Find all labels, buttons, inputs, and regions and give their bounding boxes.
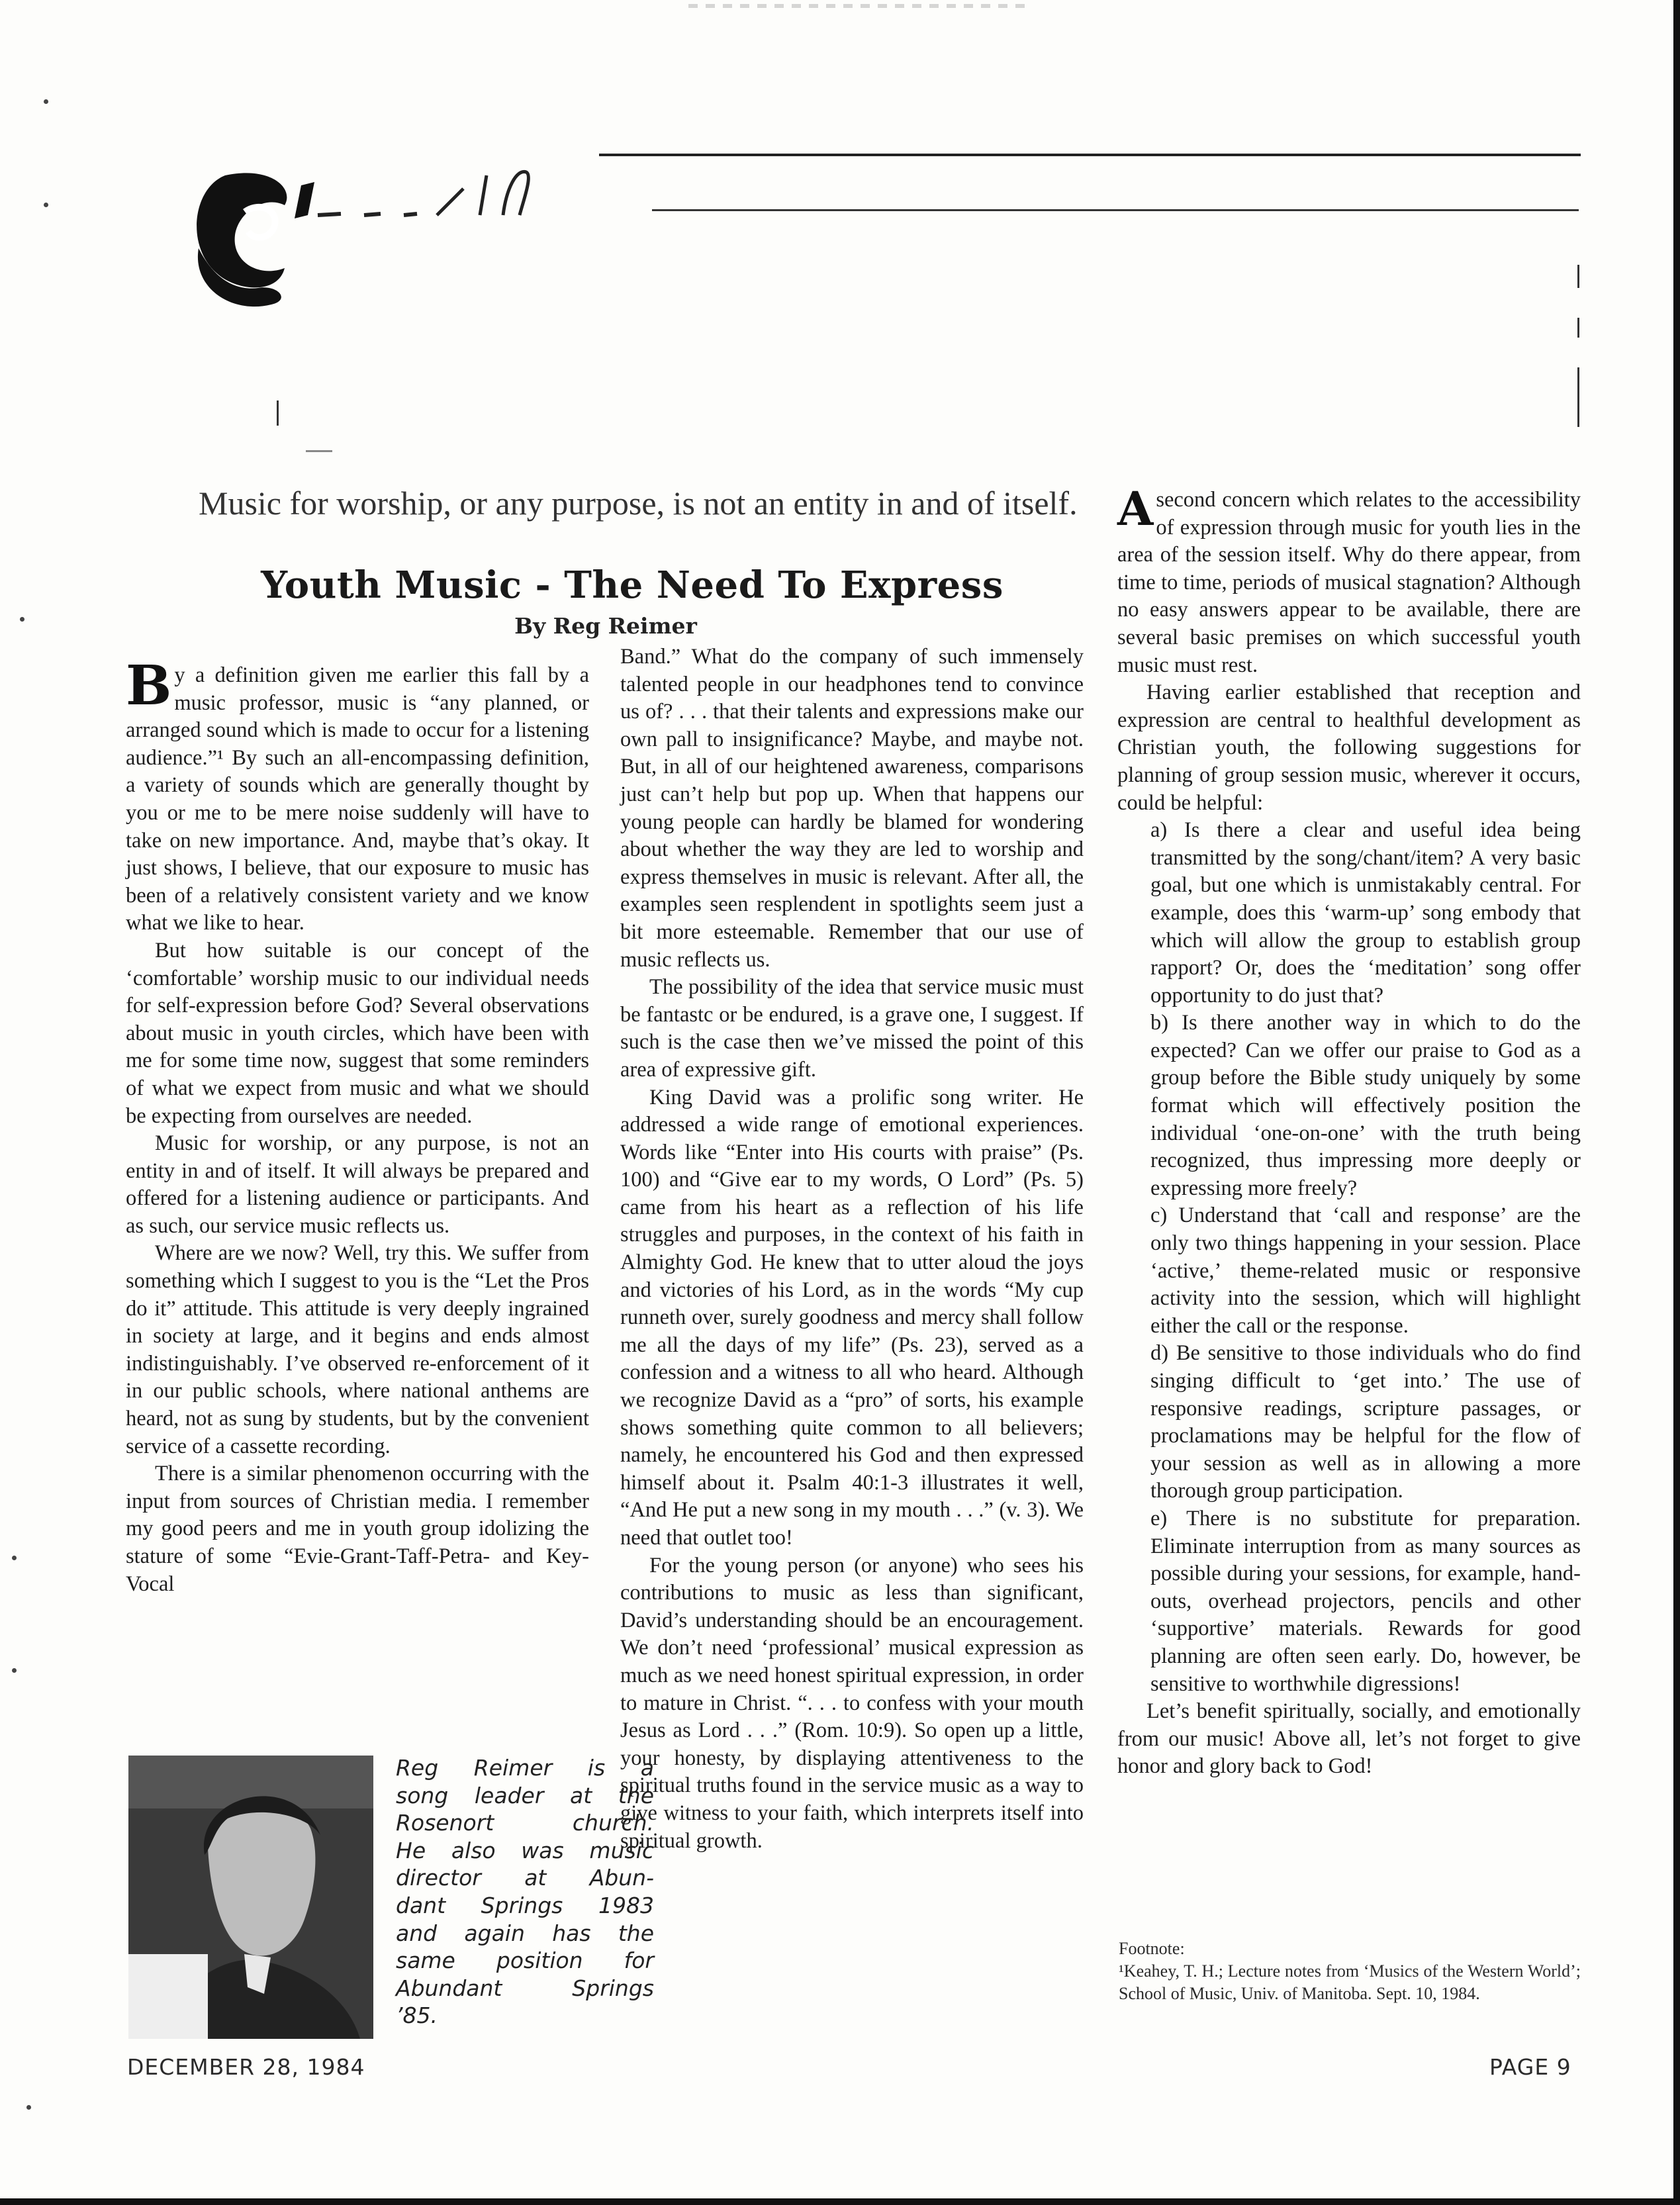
header-rule-top — [599, 154, 1581, 156]
paragraph: Let’s benefit spiritually, socially, and emotionally from our music! Above all, let’s not forget to give honor and glory back to God! — [1117, 1699, 1581, 1779]
list-item: b) Is there another way in which to do the expected? Can we offer our praise to God as a group before the Bible study uniquely by some format which will effectively position the individual ‘one-on-one’ with the truth being recognized, thus impressing more deeply or expressing more freely? — [1150, 1011, 1581, 1200]
header-rule-vertical — [1577, 265, 1579, 288]
paragraph: Having earlier established that reception and expression are central to healthful development as Christian youth, the following suggestions for planning of group session music, wherever it occurs, could be helpful: — [1117, 680, 1581, 815]
caption-line: director at Abun- — [396, 1865, 654, 1891]
scan-edge-bottom — [0, 2198, 1680, 2205]
header-rule-vertical — [277, 400, 279, 426]
list-item: e) There is no substitute for preparation. Eliminate interruption from as many sources as possible during your sessions, for example, hand-outs, overhead projectors, pencils and other ‘supportive’ materials. Rewards for good planning are often seen early. Do, however, be sensitive to worthwhile digressions! — [1150, 1506, 1581, 1696]
caption-line: ’85. — [396, 2002, 438, 2029]
footer-date: DECEMBER 28, 1984 — [127, 2054, 365, 2080]
paragraph — [126, 654, 589, 937]
article-column-1 — [126, 654, 589, 1598]
header-rule-second — [652, 209, 1579, 211]
scan-edge-right — [1673, 0, 1680, 2205]
page-number: PAGE 9 — [1489, 2054, 1571, 2080]
paragraph: But how suitable is our concept of the ‘comfortable’ worship music to our individual needs for self-expression before God? Several observations about music in youth circles, which have been with me for some time now, suggest that some reminders of what we expect from music and what we should be expecting from ourselves are needed. — [126, 938, 589, 1128]
drop-cap: A — [1117, 481, 1154, 536]
article-byline: By Reg Reimer — [514, 613, 697, 639]
footnote-label: Footnote: — [1119, 1939, 1185, 1958]
author-bio-caption — [396, 1754, 654, 2030]
author-photo — [128, 1756, 373, 2039]
scan-speck — [44, 203, 48, 207]
paragraph-text: y a definition given me earlier this fall by a music professor, music is “any planned, or arranged sound which is made to occur for a listening audience.”¹ By such an all-encompassing definition, a variety of sounds which are generally thought by you or me to be mere noise suddenly will have to take on new importance. And, maybe that’s okay. It just shows, I believe, that our exposure to music has been of a relatively consistent variety and we know what we like to hear. — [126, 663, 589, 935]
header-rule-short — [306, 450, 332, 452]
caption-line: Reg Reimer is a — [396, 1755, 654, 1781]
paragraph: There is a similar phenomenon occurring with the input from sources of Christian media. I remember my good peers and me in youth group idolizing the stature of some “Evie-Grant-Taff-Petra- and Key-Vocal — [126, 1462, 589, 1596]
header-ornament-icon — [179, 149, 629, 321]
author-portrait-icon — [128, 1756, 373, 2039]
scan-speck — [44, 99, 48, 104]
scan-speck — [20, 617, 24, 622]
caption-line: song leader at the — [396, 1782, 654, 1808]
paragraph: Music for worship, or any purpose, is not an entity in and of itself. It will always be prepared and offered for a listening audience or participants. And as such, our service music reflects us. — [126, 1131, 589, 1238]
scan-edge-top — [688, 4, 1033, 8]
paragraph: The possibility of the idea that service music must be fantastc or be endured, is a grave one, I suggest. If such is the case then we’ve missed the point of this area of expressive gift. — [620, 975, 1084, 1082]
footnote-text: ¹Keahey, T. H.; Lecture notes from ‘Musics of the Western World’; School of Music, Univ. of Manitoba. Sept. 10, 1984. — [1119, 1961, 1581, 2003]
paragraph — [1117, 481, 1581, 679]
article-title: Youth Music - The Need To Express — [261, 563, 1003, 607]
list-item: d) Be sensitive to those individuals who do find singing difficult to ‘get into.’ The use of responsive readings, scripture passages, or proclamations may be helpful for the flow of your session as well as in allowing a more thorough group participation. — [1150, 1341, 1581, 1503]
paragraph: King David was a prolific song writer. He addressed a wide range of emotional experiences. Words like “Enter into His courts with praise” (Ps. 100) and “Give ear to my words, O Lord” (Ps. 5) came from his heart as a reflection of his life struggles and purposes, in the context of his faith in Almighty God. He knew that to utter aloud the joys and victories of his Lord, as in the words “My cup runneth over, surely goodness and mercy shall follow me all the days of my life” (Ps. 23), served as a confession and a witness to all who heard. Although we recognize David as a “pro” of sorts, his example shows something quite common to all believers; namely, he encountered his God and then expressed himself about it. Psalm 40:1-3 illustrates it well, “And He put a new song in my mouth . . .” (v. 3). We need that outlet too! — [620, 1085, 1084, 1550]
footnote — [1119, 1938, 1581, 2005]
caption-line: and again has the — [396, 1920, 654, 1946]
pull-quote: Music for worship, or any purpose, is not an entity in and of itself. — [199, 485, 1078, 522]
caption-line: same position for — [396, 1947, 654, 1974]
scan-speck — [12, 1668, 17, 1673]
scan-speck — [26, 2105, 31, 2110]
list-item: a) Is there a clear and useful idea being transmitted by the song/chant/item? A very basic goal, but one which is unmistakably central. For example, does this ‘warm-up’ song embody that which will allow the group to establish group rapport? Or, does the ‘meditation’ song offer opportunity to do just that? — [1150, 818, 1581, 1008]
paragraph: Band.” What do the company of such immensely talented people in our headphones tend to convince us of? . . . that their talents and expressions make our own pall to insignificance? Maybe, and maybe not. But, in all of our heightened awareness, comparisons just can’t help but pop up. When that happens our young people can hardly be blamed for wondering about whether the way they are led to worship and express themselves in music is relevant. After all, the examples seen resplendent in spotlights seem just a bit more esteemable. Remember that our use of music reflects us. — [620, 645, 1084, 972]
article-column-3 — [1117, 481, 1581, 1781]
caption-line: dant Springs 1983 — [396, 1892, 654, 1918]
scan-speck — [12, 1556, 17, 1560]
caption-line: Abundant Springs — [396, 1975, 654, 2001]
header-rule-vertical — [1577, 367, 1579, 427]
article-column-2 — [620, 643, 1084, 1855]
drop-cap: B — [126, 654, 172, 718]
caption-line: He also was music — [396, 1837, 654, 1863]
header-rule-vertical — [1577, 318, 1579, 338]
list-item: c) Understand that ‘call and response’ are the only two things happening in your session. Place ‘active,’ theme-related music or responsive activity into the session, which will highlight either the call or the response. — [1150, 1203, 1581, 1338]
paragraph: For the young person (or anyone) who sees his contributions to music as less than significant, David’s understanding should be an encouragement. We don’t need ‘professional’ musical expression as much as we need honest spiritual expression, in order to mature in Christ. “. . . to confess with your mouth Jesus as Lord . . .” (Rom. 10:9). So open up a little, your honesty, by displaying attentiveness to the spiritual truths found in the service music as a way to give witness to your faith, which interprets itself into spiritual growth. — [620, 1553, 1084, 1853]
paragraph-text: second concern which relates to the accessibility of expression through music for youth lies in the area of the session itself. Why do there appear, from time to time, periods of musical stagnation? Although no easy answers appear to be available, there are several basic premises on which successful youth music must rest. — [1117, 488, 1581, 677]
paragraph: Where are we now? Well, try this. We suffer from something which I suggest to you is the “Let the Pros do it” attitude. This attitude is very deeply ingrained in society at large, and it begins and ends almost indistinguishably. I’ve observed re-enforcement of it in our public schools, where national anthems are heard, not as sung by students, but by the convenient service of a cassette recording. — [126, 1241, 589, 1458]
caption-line: Rosenort church. — [396, 1810, 654, 1836]
